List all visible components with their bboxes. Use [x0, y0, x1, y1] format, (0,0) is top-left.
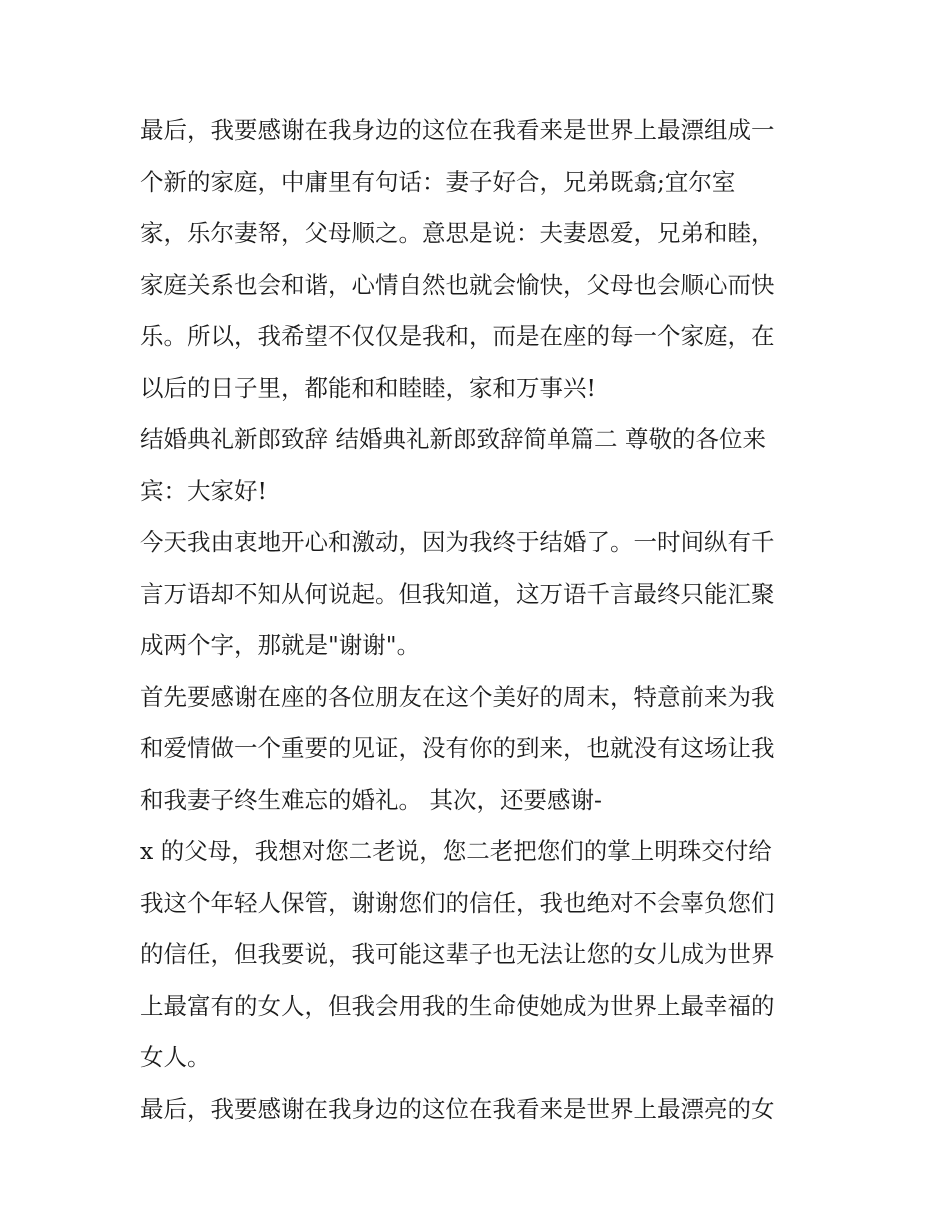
- text-line: 上最富有的女人，但我会用我的生命使她成为世界上最幸福的: [140, 991, 775, 1020]
- section-heading-line: 宾：大家好!: [140, 476, 267, 505]
- text-line: 家庭关系也会和谐，心情自然也就会愉快，父母也会顺心而快: [140, 270, 775, 299]
- text-line: 今天我由衷地开心和激动，因为我终于结婚了。一时间纵有千: [140, 528, 775, 556]
- text-line: x 的父母，我想对您二老说，您二老把您们的掌上明珠交付给: [140, 837, 772, 865]
- text-line: 和我妻子终生难忘的婚礼。 其次，还要感谢-: [140, 785, 602, 814]
- text-line: 乐。所以，我希望不仅仅是我和，而是在座的每一个家庭，在: [140, 322, 775, 350]
- text-line: 成两个字，那就是"谢谢"。: [140, 631, 421, 659]
- text-line: 以后的日子里，都能和和睦睦，家和万事兴!: [140, 373, 596, 402]
- text-line: 言万语却不知从何说起。但我知道，这万语千言最终只能汇聚: [140, 579, 775, 608]
- text-line: 首先要感谢在座的各位朋友在这个美好的周末，特意前来为我: [140, 682, 775, 711]
- text-line: 最后，我要感谢在我身边的这位在我看来是世界上最漂组成一: [140, 116, 775, 144]
- text-line: 我这个年轻人保管，谢谢您们的信任，我也绝对不会辜负您们: [140, 888, 775, 917]
- text-line: 家，乐尔妻帑，父母顺之。意思是说：夫妻恩爱，兄弟和睦，: [140, 219, 775, 247]
- text-line: 个新的家庭，中庸里有句话：妻子好合，兄弟既翕;宜尔室: [140, 167, 736, 196]
- text-line: 和爱情做一个重要的见证，没有你的到来，也就没有这场让我: [140, 734, 775, 762]
- section-heading-line: 结婚典礼新郎致辞 结婚典礼新郎致辞简单篇二 尊敬的各位来: [140, 425, 766, 453]
- document-body-text: [140, 110, 820, 1140]
- text-line: 的信任，但我要说，我可能这辈子也无法让您的女儿成为世界: [140, 940, 775, 968]
- text-line: 女人。: [140, 1043, 211, 1071]
- text-line: 最后，我要感谢在我身边的这位在我看来是世界上最漂亮的女: [140, 1094, 775, 1123]
